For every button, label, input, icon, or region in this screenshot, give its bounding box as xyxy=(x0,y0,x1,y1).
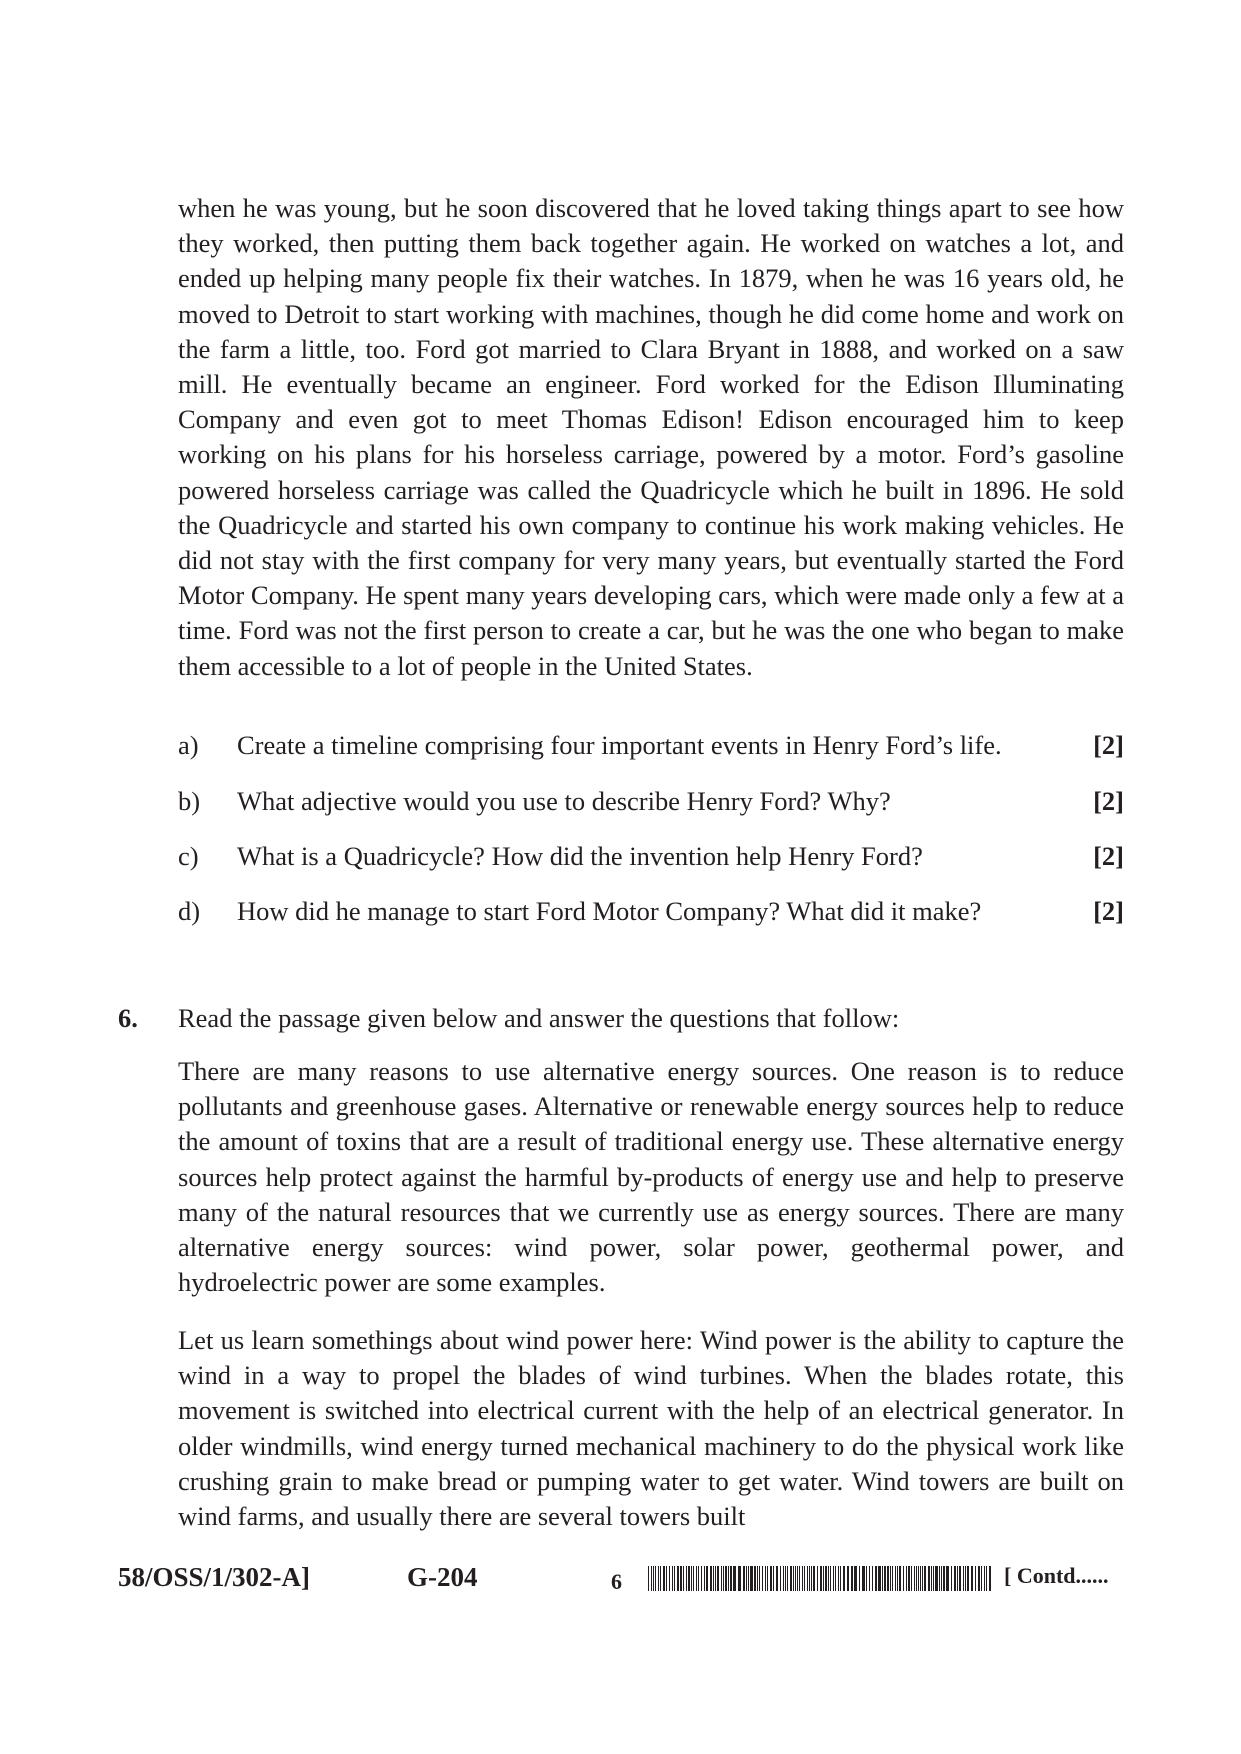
question-6-number: 6. xyxy=(118,1003,138,1033)
page-number: 6 xyxy=(611,1569,622,1594)
question-letter: a) xyxy=(178,730,199,760)
question-a xyxy=(178,727,1124,763)
question-6-heading: Read the passage given below and answer the questions that follow: xyxy=(178,1003,900,1033)
question-marks: [2] xyxy=(1093,841,1124,871)
question-b xyxy=(178,783,1124,819)
question-marks: [2] xyxy=(1093,786,1124,816)
question-letter: b) xyxy=(178,786,201,816)
question-6-paragraph-1: There are many reasons to use alternative energy sources. One reason is to reduce pollutants and greenhouse gases. Alternative or renewable energy sources help to reduce the amount of toxins that are a result of traditional energy use. These alternative energy sources help protect against the harmful by-products of energy use and help to preserve many of the natural resources that we currently use as energy sources. There are many alternative energy sources: wind power, solar power, geothermal power, and hydroelectric power are some examples. xyxy=(178,1056,1124,1298)
question-d xyxy=(178,893,1124,929)
question-c xyxy=(178,838,1124,874)
paper-code: 58/OSS/1/302-A] xyxy=(118,1562,311,1592)
question-text: What adjective would you use to describe Henry Ford? Why? xyxy=(237,786,891,816)
question-text: How did he manage to start Ford Motor Company? What did it make? xyxy=(237,896,982,926)
question-letter: d) xyxy=(178,896,201,926)
paper-series: G-204 xyxy=(407,1562,478,1592)
continued-label: [ Contd...... xyxy=(1004,1563,1109,1588)
question-letter: c) xyxy=(178,841,199,871)
question-6-paragraph-2: Let us learn somethings about wind power here: Wind power is the ability to capture the wind in a way to propel the blades of wind turbines. When the blades rotate, this movement is switched into electrical current with the help of an electrical generator. In older windmills, wind energy turned mechanical machinery to do the physical work like crushing grain to make bread or pumping water to get water. Wind towers are built on wind farms, and usually there are several towers built xyxy=(178,1325,1124,1532)
question-text: What is a Quadricycle? How did the invention help Henry Ford? xyxy=(237,841,923,871)
question-marks: [2] xyxy=(1093,730,1124,760)
question-marks: [2] xyxy=(1093,896,1124,926)
barcode-icon xyxy=(648,1566,994,1591)
passage-continued: when he was young, but he soon discovered that he loved taking things apart to see how they worked, then putting them back together again. He worked on watches a lot, and ended up helping many people fix their watches. In 1879, when he was 16 years old, he moved to Detroit to start working with machines, though he did come home and work on the farm a little, too. Ford got married to Clara Bryant in 1888, and worked on a saw mill. He eventually became an engineer. Ford worked for the Edison Illuminating Company and even got to meet Thomas Edison! Edison encouraged him to keep working on his plans for his horseless carriage, powered by a motor. Ford’s gasoline powered horseless carriage was called the Quadricycle which he built in 1896. He sold the Quadricycle and started his own company to continue his work making vehicles. He did not stay with the first company for very many years, but eventually started the Ford Motor Company. He spent many years developing cars, which were made only a few at a time. Ford was not the first person to create a car, but he was the one who began to make them accessible to a lot of people in the United States. xyxy=(178,193,1124,681)
question-text: Create a timeline comprising four important events in Henry Ford’s life. xyxy=(237,730,1002,760)
